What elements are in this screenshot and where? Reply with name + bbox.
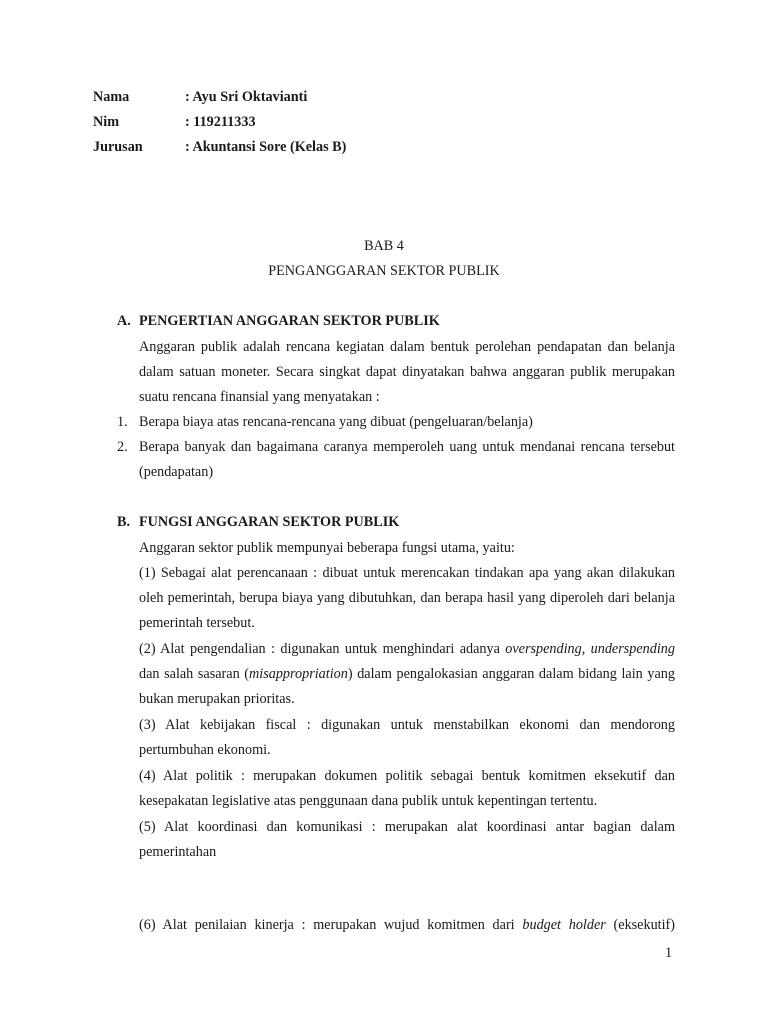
info-label: Nama <box>93 89 130 105</box>
section-title: FUNGSI ANGGARAN SEKTOR PUBLIK <box>139 514 400 530</box>
function-4: (4) Alat politik : merupakan dokumen politik sebagai bentuk komitmen eksekutif dan kesepakatan legislative atas penggunaan dana publik untuk kepentingan tertentu. <box>139 768 675 810</box>
page-number: 1 <box>665 945 673 961</box>
section-title: PENGERTIAN ANGGARAN SEKTOR PUBLIK <box>139 313 440 329</box>
function-2-term: misappropriation <box>249 666 348 683</box>
list-item <box>117 410 675 435</box>
section-a-heading <box>117 313 440 330</box>
function-6-text: (6) Alat penilaian kinerja : merupakan wujud komitmen dari <box>139 917 523 933</box>
function-2-text: dan salah sasaran ( <box>139 666 250 683</box>
info-label: Jurusan <box>93 139 143 155</box>
chapter-number: BAB 4 <box>364 238 404 254</box>
list-text: Berapa biaya atas rencana-rencana yang dibuat (pengeluaran/belanja) <box>139 414 533 430</box>
section-b-heading <box>117 514 399 531</box>
list-text: Berapa banyak dan bagaimana caranya memperoleh uang untuk mendanai rencana tersebut (pendapatan) <box>139 439 675 481</box>
list-marker: 2. <box>117 439 128 456</box>
function-2-term: overspending, underspending <box>505 641 675 657</box>
function-3: (3) Alat kebijakan fiscal : digunakan untuk menstabilkan ekonomi dan mendorong pertumbuhan ekonomi. <box>139 717 675 759</box>
function-6-text: (eksekutif) <box>605 917 676 933</box>
info-value: : Akuntansi Sore (Kelas B) <box>185 139 347 155</box>
section-letter: B. <box>117 514 131 530</box>
list-marker: 1. <box>117 414 128 430</box>
section-a-list <box>117 410 675 486</box>
section-a-paragraph: Anggaran publik adalah rencana kegiatan dalam bentuk perolehan pendapatan dan belanja dalam satuan moneter. Secara singkat dapat dinyatakan bahwa anggaran publik merupakan suatu rencana finansial yang menyatakan : <box>139 339 675 406</box>
function-6-term: budget holder <box>522 917 606 933</box>
info-value: : 119211333 <box>185 114 256 130</box>
info-label: Nim <box>93 114 120 130</box>
function-2 <box>139 637 675 713</box>
list-item <box>117 435 675 485</box>
function-1: (1) Sebagai alat perencanaan : dibuat untuk merencakan tindakan apa yang akan dilakukan oleh pemerintah, berupa biaya yang dibutuhkan, dan berapa hasil yang diperoleh dari belanja pemerintah tersebut. <box>139 565 675 632</box>
info-row-jurusan <box>93 136 346 161</box>
chapter-title: PENGANGGARAN SEKTOR PUBLIK <box>268 263 500 279</box>
info-value: : Ayu Sri Oktavianti <box>185 89 308 105</box>
function-5: (5) Alat koordinasi dan komunikasi : merupakan alat koordinasi antar bagian dalam pemerintahan <box>139 819 675 861</box>
info-row-nama <box>93 86 346 111</box>
function-2-text: ) dalam pengalokasian anggaran dalam bidang lain yang bukan merupakan prioritas. <box>139 666 675 708</box>
student-info <box>93 86 346 161</box>
info-row-nim <box>93 111 346 136</box>
function-6 <box>139 913 675 938</box>
section-letter: A. <box>117 313 131 329</box>
section-b-intro: Anggaran sektor publik mempunyai beberapa fungsi utama, yaitu: <box>139 540 515 556</box>
function-2-text: (2) Alat pengendalian : digunakan untuk menghindari adanya <box>139 641 506 657</box>
